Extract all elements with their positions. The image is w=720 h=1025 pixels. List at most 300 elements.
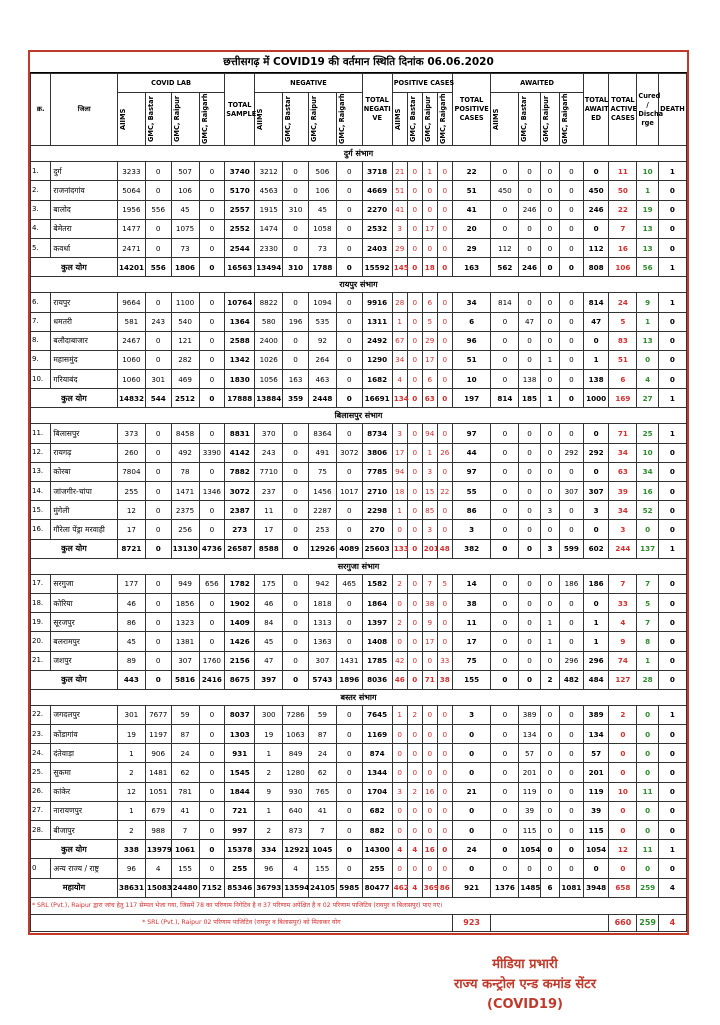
table-cell: 1058 xyxy=(308,219,336,238)
table-cell: 0 xyxy=(392,725,407,744)
district-name: गरियाबंद xyxy=(51,370,118,389)
table-cell: 41 xyxy=(308,801,336,820)
total-label: कुल योग xyxy=(31,258,118,277)
table-cell: 8734 xyxy=(362,424,392,443)
header-lab-label: GMC, Raigarh xyxy=(438,93,447,145)
table-cell: 45 xyxy=(255,632,283,651)
table-cell: 0 xyxy=(540,219,559,238)
section-header xyxy=(31,689,687,705)
table-cell: 0 xyxy=(583,859,609,878)
table-cell: 0 xyxy=(336,238,362,257)
table-cell: 0 xyxy=(392,593,407,612)
table-cell: 0 xyxy=(658,520,686,539)
table-cell: 0 xyxy=(491,801,519,820)
table-cell: 0 xyxy=(199,238,225,257)
table-cell: 85 xyxy=(422,501,437,520)
table-cell: 71 xyxy=(609,424,637,443)
table-cell: 0 xyxy=(392,859,407,878)
table-cell: 562 xyxy=(491,258,519,277)
table-cell: 0 xyxy=(491,705,519,724)
total-row xyxy=(31,258,687,277)
table-cell: 47 xyxy=(255,651,283,670)
table-cell: 0 xyxy=(491,331,519,350)
table-cell: 0 xyxy=(658,501,686,520)
table-cell: 1169 xyxy=(362,725,392,744)
table-cell: 39 xyxy=(609,482,637,501)
header-sno: क्र. xyxy=(31,74,51,146)
district-name: मुंगेली xyxy=(51,501,118,520)
table-cell: 1346 xyxy=(199,482,225,501)
table-cell: 0 xyxy=(422,725,437,744)
table-cell: 301 xyxy=(145,370,171,389)
table-cell: 0 xyxy=(491,162,519,181)
district-name: बिलासपुर xyxy=(51,424,118,443)
table-cell: 307 xyxy=(171,651,199,670)
table-cell: 1 xyxy=(422,443,437,462)
table-cell: 13494 xyxy=(255,258,283,277)
header-lab xyxy=(392,93,407,146)
table-cell: 14 xyxy=(452,574,491,593)
table-cell: 47 xyxy=(519,312,540,331)
table-cell: 0 xyxy=(658,613,686,632)
table-row xyxy=(31,370,687,389)
table-cell: 45 xyxy=(117,632,145,651)
table-cell: 41 xyxy=(392,200,407,219)
table-cell: 2 xyxy=(392,574,407,593)
table-cell: 38631 xyxy=(117,878,145,897)
table-row xyxy=(31,593,687,612)
table-cell: 0 xyxy=(199,840,225,859)
row-number: 17. xyxy=(31,574,51,593)
table-cell: 86 xyxy=(452,501,491,520)
table-cell: 18 xyxy=(422,258,437,277)
table-cell: 0 xyxy=(392,632,407,651)
table-cell: 1896 xyxy=(336,670,362,689)
table-cell: 201 xyxy=(519,763,540,782)
table-cell: 14832 xyxy=(117,389,145,408)
table-cell: 1902 xyxy=(225,593,255,612)
table-row xyxy=(31,350,687,369)
table-cell: 0 xyxy=(519,482,540,501)
table-cell: 15592 xyxy=(362,258,392,277)
table-cell: 296 xyxy=(560,651,584,670)
table-cell: 63 xyxy=(422,389,437,408)
table-cell: 52 xyxy=(637,501,658,520)
table-cell: 9 xyxy=(255,782,283,801)
table-cell: 12921 xyxy=(283,840,309,859)
row-number: 11. xyxy=(31,424,51,443)
table-cell: 1408 xyxy=(362,632,392,651)
table-cell: 11 xyxy=(609,162,637,181)
table-cell: 814 xyxy=(491,389,519,408)
table-cell: 71 xyxy=(422,670,437,689)
table-cell: 1782 xyxy=(225,574,255,593)
table-cell: 273 xyxy=(225,520,255,539)
table-row xyxy=(31,613,687,632)
table-cell: 1381 xyxy=(171,632,199,651)
row-number: 7. xyxy=(31,312,51,331)
table-cell: 51 xyxy=(609,350,637,369)
table-cell: 0 xyxy=(283,520,309,539)
table-cell: 0 xyxy=(658,763,686,782)
table-cell: 0 xyxy=(540,801,559,820)
table-cell: 0 xyxy=(336,859,362,878)
table-cell: 0 xyxy=(407,238,422,257)
table-cell: 373 xyxy=(117,424,145,443)
table-cell: 0 xyxy=(336,744,362,763)
table-cell: 75 xyxy=(308,462,336,481)
table-cell: 0 xyxy=(637,705,658,724)
table-cell: 0 xyxy=(491,501,519,520)
table-cell: 51 xyxy=(452,350,491,369)
section-name: दुर्ग संभाग xyxy=(31,146,687,162)
table-cell: 15 xyxy=(422,482,437,501)
table-cell: 5 xyxy=(437,574,452,593)
table-cell: 0 xyxy=(336,462,362,481)
table-cell: 0 xyxy=(283,424,309,443)
table-cell: 0 xyxy=(609,801,637,820)
table-cell: 46 xyxy=(117,593,145,612)
table-cell: 0 xyxy=(145,350,171,369)
table-cell: 7152 xyxy=(199,878,225,897)
table-cell: 27 xyxy=(637,389,658,408)
row-number: 6. xyxy=(31,293,51,312)
table-cell: 0 xyxy=(422,238,437,257)
table-cell: 57 xyxy=(519,744,540,763)
table-cell: 602 xyxy=(583,539,609,558)
table-cell: 1 xyxy=(422,162,437,181)
table-cell: 0 xyxy=(422,744,437,763)
row-number: 4. xyxy=(31,219,51,238)
table-cell: 0 xyxy=(609,744,637,763)
table-cell: 0 xyxy=(540,763,559,782)
table-cell: 0 xyxy=(560,705,584,724)
row-number: 25. xyxy=(31,763,51,782)
table-cell: 7 xyxy=(609,219,637,238)
table-cell: 6 xyxy=(540,878,559,897)
table-cell: 3233 xyxy=(117,162,145,181)
table-cell: 97 xyxy=(452,424,491,443)
table-cell: 2 xyxy=(255,821,283,840)
row-number: 5. xyxy=(31,238,51,257)
row-number: 24. xyxy=(31,744,51,763)
table-row xyxy=(31,181,687,200)
header-lab-label: GMC, Raigarh xyxy=(337,93,346,145)
table-cell: 2287 xyxy=(308,501,336,520)
district-name: रायपुर xyxy=(51,293,118,312)
table-cell: 1303 xyxy=(225,725,255,744)
table-cell: 0 xyxy=(658,651,686,670)
table-cell: 127 xyxy=(609,670,637,689)
table-cell: 0 xyxy=(491,725,519,744)
table-cell: 0 xyxy=(519,350,540,369)
table-cell: 0 xyxy=(145,181,171,200)
table-cell: 0 xyxy=(540,821,559,840)
table-cell: 78 xyxy=(171,462,199,481)
table-cell: 0 xyxy=(336,593,362,612)
table-cell: 0 xyxy=(283,593,309,612)
table-cell: 24105 xyxy=(308,878,336,897)
table-cell: 0 xyxy=(437,821,452,840)
table-cell: 17 xyxy=(255,520,283,539)
table-cell: 3 xyxy=(540,539,559,558)
table-cell: 38 xyxy=(422,593,437,612)
total-label: कुल योग xyxy=(31,840,118,859)
table-cell: 0 xyxy=(560,744,584,763)
table-cell: 0 xyxy=(407,181,422,200)
table-cell: 2416 xyxy=(199,670,225,689)
table-cell: 0 xyxy=(583,331,609,350)
table-cell: 0 xyxy=(437,840,452,859)
table-cell: 0 xyxy=(407,744,422,763)
row-number: 18. xyxy=(31,593,51,612)
table-cell: 389 xyxy=(583,705,609,724)
table-cell: 0 xyxy=(407,859,422,878)
table-cell: 0 xyxy=(560,859,584,878)
table-cell: 4142 xyxy=(225,443,255,462)
section-header xyxy=(31,146,687,162)
table-cell: 382 xyxy=(452,539,491,558)
table-cell: 0 xyxy=(145,219,171,238)
table-cell: 0 xyxy=(422,651,437,670)
table-cell: 0 xyxy=(336,370,362,389)
header-covid-lab: COVID LAB xyxy=(117,74,224,93)
table-cell: 0 xyxy=(145,482,171,501)
table-cell: 0 xyxy=(658,443,686,462)
table-cell: 874 xyxy=(362,744,392,763)
table-cell: 18 xyxy=(392,482,407,501)
table-cell: 765 xyxy=(308,782,336,801)
table-cell: 1060 xyxy=(117,350,145,369)
table-cell: 94 xyxy=(422,424,437,443)
table-cell: 0 xyxy=(540,181,559,200)
table-cell: 0 xyxy=(145,613,171,632)
table-cell: 0 xyxy=(658,312,686,331)
table-cell: 2588 xyxy=(225,331,255,350)
table-cell: 0 xyxy=(658,725,686,744)
table-cell: 0 xyxy=(283,651,309,670)
table-cell: 12 xyxy=(609,840,637,859)
header-lab-label: AIIMS xyxy=(256,108,265,130)
table-cell: 2 xyxy=(117,821,145,840)
table-cell: 73 xyxy=(308,238,336,257)
table-cell: 73 xyxy=(171,238,199,257)
table-cell: 0 xyxy=(637,763,658,782)
table-cell: 3718 xyxy=(362,162,392,181)
table-cell: 0 xyxy=(283,293,309,312)
table-cell: 13 xyxy=(637,238,658,257)
table-cell: 1075 xyxy=(171,219,199,238)
table-row xyxy=(31,821,687,840)
table-cell: 0 xyxy=(491,821,519,840)
header-lab xyxy=(255,93,283,146)
table-cell: 0 xyxy=(422,801,437,820)
table-cell: 7 xyxy=(308,821,336,840)
table-cell: 906 xyxy=(145,744,171,763)
table-cell: 34 xyxy=(609,501,637,520)
table-cell: 56 xyxy=(637,258,658,277)
table-cell: 0 xyxy=(540,443,559,462)
table-cell: 3072 xyxy=(336,443,362,462)
table-cell: 2298 xyxy=(362,501,392,520)
table-row xyxy=(31,725,687,744)
table-cell: 4 xyxy=(392,370,407,389)
table-cell: 186 xyxy=(583,574,609,593)
table-cell: 0 xyxy=(422,181,437,200)
table-cell: 22 xyxy=(609,200,637,219)
table-cell: 3212 xyxy=(255,162,283,181)
table-cell: 133 xyxy=(392,539,407,558)
table-cell: 0 xyxy=(560,462,584,481)
table-cell: 0 xyxy=(540,744,559,763)
table-cell: 397 xyxy=(255,670,283,689)
table-cell: 1 xyxy=(255,801,283,820)
table-cell: 0 xyxy=(145,574,171,593)
table-cell: 2 xyxy=(392,613,407,632)
table-cell: 0 xyxy=(437,632,452,651)
table-cell: 4 xyxy=(407,878,422,897)
table-cell: 506 xyxy=(308,162,336,181)
row-number: 0 xyxy=(31,859,51,878)
header-total-positive: TOTAL POSITIVE CASES xyxy=(452,74,491,146)
district-name: जशपुर xyxy=(51,651,118,670)
table-cell: 259 xyxy=(637,878,658,897)
table-cell: 2448 xyxy=(308,389,336,408)
table-cell: 370 xyxy=(255,424,283,443)
table-cell: 0 xyxy=(540,200,559,219)
table-cell: 0 xyxy=(560,181,584,200)
table-cell: 0 xyxy=(491,312,519,331)
section-header xyxy=(31,558,687,574)
table-cell: 1063 xyxy=(283,725,309,744)
table-cell: 1197 xyxy=(145,725,171,744)
table-cell: 0 xyxy=(283,632,309,651)
table-cell: 2 xyxy=(407,782,422,801)
table-cell: 89 xyxy=(117,651,145,670)
district-name: राजनांदगांव xyxy=(51,181,118,200)
table-cell: 307 xyxy=(583,482,609,501)
table-cell: 0 xyxy=(199,424,225,443)
table-cell: 3 xyxy=(392,782,407,801)
table-cell: 0 xyxy=(540,238,559,257)
table-cell: 1844 xyxy=(225,782,255,801)
table-cell: 94 xyxy=(392,462,407,481)
table-row xyxy=(31,744,687,763)
note-cured-total: 259 xyxy=(637,914,658,931)
table-cell: 5 xyxy=(422,312,437,331)
table-cell: 2512 xyxy=(171,389,199,408)
table-cell: 580 xyxy=(255,312,283,331)
table-cell: 0 xyxy=(540,705,559,724)
table-cell: 0 xyxy=(491,670,519,689)
table-cell: 292 xyxy=(560,443,584,462)
table-cell: 155 xyxy=(308,859,336,878)
table-cell: 41 xyxy=(171,801,199,820)
table-row xyxy=(31,200,687,219)
table-cell: 33 xyxy=(437,651,452,670)
table-cell: 155 xyxy=(452,670,491,689)
table-cell: 8458 xyxy=(171,424,199,443)
header-lab xyxy=(336,93,362,146)
table-cell: 12926 xyxy=(308,539,336,558)
table-cell: 5743 xyxy=(308,670,336,689)
table-cell: 0 xyxy=(145,632,171,651)
table-cell: 0 xyxy=(392,744,407,763)
table-cell: 5170 xyxy=(225,181,255,200)
table-cell: 0 xyxy=(336,181,362,200)
header-lab-label: GMC, Raipur xyxy=(309,96,318,143)
table-cell: 96 xyxy=(452,331,491,350)
table-cell: 0 xyxy=(407,725,422,744)
table-cell: 7 xyxy=(422,574,437,593)
table-row xyxy=(31,293,687,312)
table-cell: 34 xyxy=(392,350,407,369)
table-cell: 1856 xyxy=(171,593,199,612)
district-name: कोरिया xyxy=(51,593,118,612)
table-cell: 0 xyxy=(560,312,584,331)
table-cell: 0 xyxy=(199,331,225,350)
table-cell: 0 xyxy=(491,482,519,501)
table-cell: 0 xyxy=(560,200,584,219)
table-cell: 16 xyxy=(422,782,437,801)
district-name: कोंडागांव xyxy=(51,725,118,744)
table-cell: 0 xyxy=(583,219,609,238)
table-cell: 115 xyxy=(583,821,609,840)
table-cell: 0 xyxy=(336,520,362,539)
table-cell: 0 xyxy=(407,821,422,840)
table-cell: 0 xyxy=(199,501,225,520)
table-cell: 0 xyxy=(336,389,362,408)
table-cell: 0 xyxy=(407,443,422,462)
table-cell: 0 xyxy=(145,424,171,443)
table-cell: 2 xyxy=(540,670,559,689)
table-cell: 0 xyxy=(199,593,225,612)
district-name: कवर्धा xyxy=(51,238,118,257)
table-cell: 1818 xyxy=(308,593,336,612)
table-cell: 0 xyxy=(437,389,452,408)
table-cell: 270 xyxy=(362,520,392,539)
table-cell: 1342 xyxy=(225,350,255,369)
table-cell: 92 xyxy=(308,331,336,350)
table-cell: 106 xyxy=(308,181,336,200)
table-cell: 7 xyxy=(637,574,658,593)
table-cell: 2532 xyxy=(362,219,392,238)
table-cell: 0 xyxy=(658,782,686,801)
table-cell: 0 xyxy=(519,238,540,257)
table-cell: 6 xyxy=(422,370,437,389)
table-cell: 21 xyxy=(452,782,491,801)
table-cell: 0 xyxy=(199,801,225,820)
note-death-total: 4 xyxy=(658,914,686,931)
table-cell: 0 xyxy=(283,501,309,520)
table-cell: 0 xyxy=(336,501,362,520)
table-cell: 3 xyxy=(422,462,437,481)
table-cell: 0 xyxy=(336,705,362,724)
table-cell: 0 xyxy=(519,219,540,238)
table-cell: 0 xyxy=(199,181,225,200)
note-row xyxy=(31,897,687,914)
table-cell: 0 xyxy=(519,613,540,632)
table-cell: 13130 xyxy=(171,539,199,558)
table-cell: 185 xyxy=(519,389,540,408)
table-cell: 1 xyxy=(255,744,283,763)
table-cell: 9916 xyxy=(362,293,392,312)
table-cell: 882 xyxy=(362,821,392,840)
row-number: 28. xyxy=(31,821,51,840)
table-cell: 25 xyxy=(637,424,658,443)
table-cell: 86 xyxy=(117,613,145,632)
note-active-total: 660 xyxy=(609,914,637,931)
